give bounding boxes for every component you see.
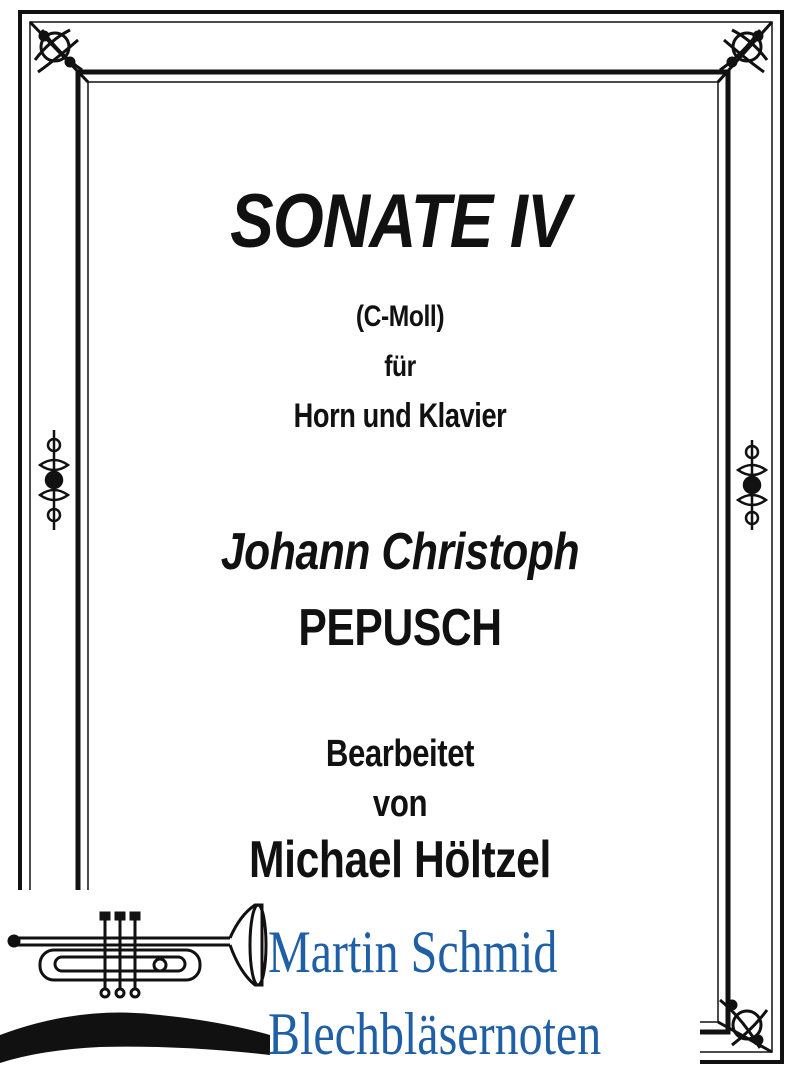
- page-title: SONATE IV: [230, 179, 570, 264]
- composer-last-name: PEPUSCH: [298, 599, 502, 657]
- arrangement-label: Bearbeitet: [325, 733, 475, 775]
- trumpet-icon: [0, 895, 280, 1065]
- publisher-name: Martin Schmid: [268, 919, 558, 985]
- arranger-name: Michael Höltzel: [249, 831, 551, 889]
- arrangement-by: von: [372, 783, 428, 825]
- side-ornament-right: [738, 440, 766, 530]
- instrumentation: Horn und Klavier: [293, 397, 507, 435]
- key-signature: (C-Moll): [355, 300, 445, 333]
- publisher-tagline: Blechbläsernoten: [268, 1001, 602, 1067]
- corner-ornament-top-left: [30, 22, 88, 82]
- corner-ornament-top-right: [718, 22, 772, 82]
- side-ornament-left: [40, 430, 68, 530]
- composer-first-name: Johann Christoph: [220, 523, 580, 581]
- preposition-text: für: [384, 350, 416, 383]
